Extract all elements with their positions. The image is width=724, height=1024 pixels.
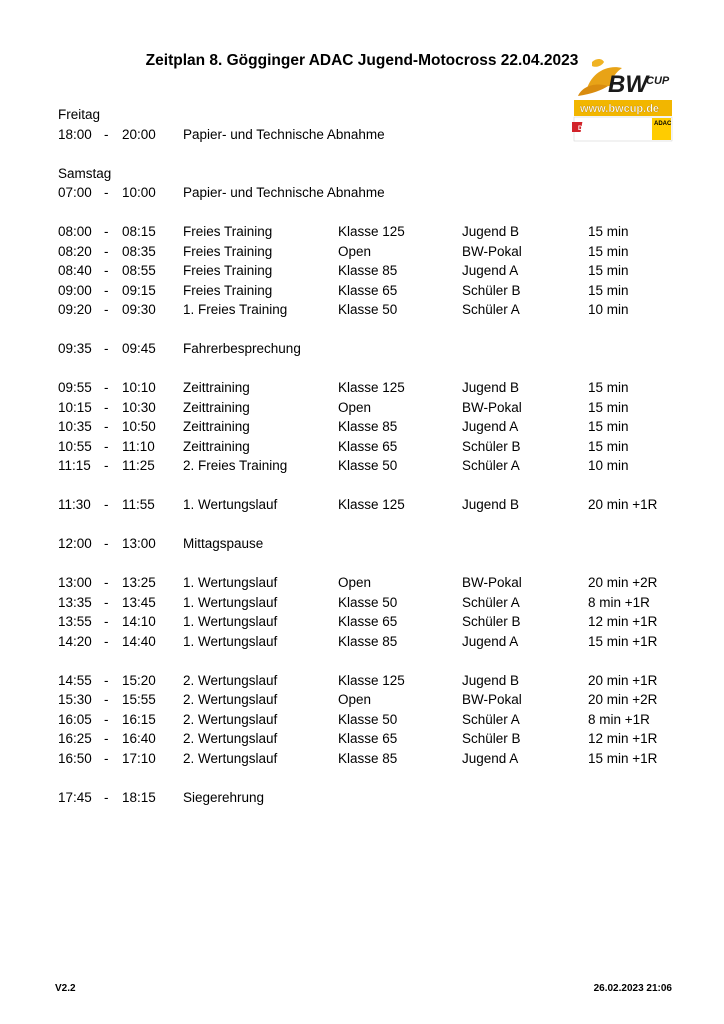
group: BW-Pokal xyxy=(462,399,522,415)
event: 1. Wertungslauf xyxy=(183,594,278,610)
schedule-row xyxy=(58,573,678,593)
group: Schüler B xyxy=(462,731,521,746)
event: Zeittraining xyxy=(183,380,250,395)
end-time: 10:10 xyxy=(122,380,156,395)
group: Jugend B xyxy=(462,380,520,395)
duration: 15 min xyxy=(588,438,629,454)
class: Klasse 85 xyxy=(338,419,398,434)
duration: 20 min +1R xyxy=(588,497,658,512)
group: Schüler B xyxy=(462,438,521,454)
event: 2. Wertungslauf xyxy=(183,711,278,727)
end-time: 10:50 xyxy=(122,419,156,434)
time-dash: - xyxy=(104,633,109,649)
schedule-row xyxy=(58,437,678,457)
svg-text:DMV: DMV xyxy=(578,126,592,132)
event: 1. Wertungslauf xyxy=(183,575,278,590)
group: Schüler B xyxy=(462,614,521,629)
end-time: 11:10 xyxy=(122,438,155,454)
event: 2. Wertungslauf xyxy=(183,731,278,746)
duration: 15 min +1R xyxy=(588,633,658,649)
time-dash: - xyxy=(104,789,109,805)
event: Papier- und Technische Abnahme xyxy=(183,185,385,200)
group: Jugend A xyxy=(462,633,519,649)
schedule-row xyxy=(58,671,678,691)
group: Schüler A xyxy=(462,458,520,473)
time-dash: - xyxy=(104,458,109,473)
group: Jugend A xyxy=(462,263,519,278)
event: 2. Wertungslauf xyxy=(183,672,278,688)
event: 1. Freies Training xyxy=(183,302,288,317)
time-dash: - xyxy=(104,672,109,688)
class: Klasse 85 xyxy=(338,263,398,278)
time-dash: - xyxy=(104,341,109,356)
class: Klasse 50 xyxy=(338,458,398,473)
timestamp: 26.02.2023 21:06 xyxy=(593,983,672,994)
end-time: 16:40 xyxy=(122,731,156,746)
class: Klasse 50 xyxy=(338,711,398,727)
time-dash: - xyxy=(104,126,109,142)
time-dash: - xyxy=(104,438,109,454)
duration: 12 min +1R xyxy=(588,731,658,746)
event: Zeittraining xyxy=(183,399,250,415)
event: Papier- und Technische Abnahme xyxy=(183,126,385,142)
start-time: 10:35 xyxy=(58,419,92,434)
group: Jugend B xyxy=(462,224,520,239)
start-time: 09:55 xyxy=(58,380,92,395)
start-time: 11:30 xyxy=(58,497,91,512)
event: Mittagspause xyxy=(183,536,264,551)
duration: 20 min +2R xyxy=(588,575,658,590)
class: Klasse 125 xyxy=(338,672,405,688)
duration: 8 min +1R xyxy=(588,711,650,727)
start-time: 18:00 xyxy=(58,126,92,142)
start-time: 16:50 xyxy=(58,750,92,766)
schedule-row xyxy=(58,398,678,418)
event: 1. Wertungslauf xyxy=(183,633,278,649)
schedule-row xyxy=(58,632,678,652)
class: Klasse 85 xyxy=(338,633,398,649)
end-time: 16:15 xyxy=(122,711,156,727)
event: 1. Wertungslauf xyxy=(183,614,278,629)
start-time: 12:00 xyxy=(58,536,92,551)
schedule xyxy=(58,105,678,807)
start-time: 10:55 xyxy=(58,438,92,454)
event: Freies Training xyxy=(183,243,273,259)
end-time: 13:45 xyxy=(122,594,156,610)
schedule-row xyxy=(58,788,678,808)
class: Open xyxy=(338,692,372,707)
time-dash: - xyxy=(104,692,109,707)
group: BW-Pokal xyxy=(462,575,522,590)
start-time: 14:20 xyxy=(58,633,92,649)
time-dash: - xyxy=(104,185,109,200)
schedule-row xyxy=(58,456,678,476)
start-time: 09:35 xyxy=(58,341,92,356)
schedule-row xyxy=(58,242,678,262)
duration: 15 min xyxy=(588,399,629,415)
class: Klasse 85 xyxy=(338,750,398,766)
version-label: V2.2 xyxy=(55,983,76,994)
end-time: 10:00 xyxy=(122,185,156,200)
time-dash: - xyxy=(104,263,109,278)
duration: 15 min +1R xyxy=(588,750,658,766)
start-time: 08:40 xyxy=(58,263,92,278)
start-time: 09:20 xyxy=(58,302,92,317)
time-dash: - xyxy=(104,750,109,766)
duration: 15 min xyxy=(588,263,629,278)
event: 2. Wertungslauf xyxy=(183,750,278,766)
duration: 15 min xyxy=(588,243,629,259)
end-time: 08:55 xyxy=(122,263,156,278)
duration: 10 min xyxy=(588,302,629,317)
start-time: 09:00 xyxy=(58,282,92,298)
day-heading: Freitag xyxy=(58,107,101,122)
end-time: 08:15 xyxy=(122,224,156,239)
end-time: 11:55 xyxy=(122,497,155,512)
end-time: 13:25 xyxy=(122,575,156,590)
class: Klasse 125 xyxy=(338,224,405,239)
schedule-row xyxy=(58,534,678,554)
end-time: 08:35 xyxy=(122,243,156,259)
schedule-row xyxy=(58,183,678,203)
schedule-row xyxy=(58,222,678,242)
start-time: 16:05 xyxy=(58,711,92,727)
group: Schüler A xyxy=(462,711,520,727)
start-time: 08:00 xyxy=(58,224,92,239)
time-dash: - xyxy=(104,380,109,395)
end-time: 09:45 xyxy=(122,341,156,356)
start-time: 13:00 xyxy=(58,575,92,590)
group: BW-Pokal xyxy=(462,692,522,707)
duration: 12 min +1R xyxy=(588,614,658,629)
end-time: 11:25 xyxy=(122,458,155,473)
event: 2. Wertungslauf xyxy=(183,692,278,707)
end-time: 10:30 xyxy=(122,399,156,415)
schedule-row xyxy=(58,690,678,710)
start-time: 08:20 xyxy=(58,243,92,259)
class: Klasse 65 xyxy=(338,614,398,629)
group: Schüler A xyxy=(462,594,520,610)
event: Fahrerbesprechung xyxy=(183,341,301,356)
page-title: Zeitplan 8. Gögginger ADAC Jugend-Motocross 22.04.2023 xyxy=(145,52,579,69)
schedule-row xyxy=(58,125,678,145)
schedule-row xyxy=(58,710,678,730)
svg-text:CUP: CUP xyxy=(646,75,670,87)
time-dash: - xyxy=(104,302,109,317)
group: BW-Pokal xyxy=(462,243,522,259)
start-time: 11:15 xyxy=(58,458,91,473)
time-dash: - xyxy=(104,243,109,259)
end-time: 14:10 xyxy=(122,614,156,629)
start-time: 17:45 xyxy=(58,789,92,805)
schedule-row xyxy=(58,300,678,320)
group: Schüler A xyxy=(462,302,520,317)
svg-text:www.bwcup.de: www.bwcup.de xyxy=(580,103,660,115)
time-dash: - xyxy=(104,575,109,590)
schedule-row xyxy=(58,749,678,769)
duration: 8 min +1R xyxy=(588,594,650,610)
schedule-row xyxy=(58,378,678,398)
class: Open xyxy=(338,399,372,415)
end-time: 17:10 xyxy=(122,750,156,766)
svg-text:BW: BW xyxy=(608,71,648,98)
class: Klasse 65 xyxy=(338,731,398,746)
end-time: 15:20 xyxy=(122,672,156,688)
schedule-row xyxy=(58,729,678,749)
group: Jugend B xyxy=(462,497,520,512)
duration: 10 min xyxy=(588,458,629,473)
time-dash: - xyxy=(104,731,109,746)
schedule-row xyxy=(58,612,678,632)
duration: 15 min xyxy=(588,224,629,239)
event: Siegerehrung xyxy=(183,789,265,805)
class: Klasse 50 xyxy=(338,302,398,317)
event: Zeittraining xyxy=(183,438,250,454)
start-time: 07:00 xyxy=(58,185,92,200)
start-time: 15:30 xyxy=(58,692,92,707)
saturday-rows xyxy=(58,183,678,807)
class: Klasse 125 xyxy=(338,380,405,395)
class: Klasse 65 xyxy=(338,282,398,298)
time-dash: - xyxy=(104,419,109,434)
duration: 15 min xyxy=(588,282,629,298)
start-time: 10:15 xyxy=(58,399,92,415)
duration: 20 min +1R xyxy=(588,672,658,688)
start-time: 13:35 xyxy=(58,594,92,610)
group: Jugend B xyxy=(462,672,520,688)
schedule-row xyxy=(58,339,678,359)
end-time: 09:30 xyxy=(122,302,156,317)
group: Schüler B xyxy=(462,282,521,298)
duration: 20 min +2R xyxy=(588,692,658,707)
time-dash: - xyxy=(104,536,109,551)
duration: 15 min xyxy=(588,380,629,395)
class: Klasse 50 xyxy=(338,594,398,610)
schedule-row xyxy=(58,281,678,301)
duration: 15 min xyxy=(588,419,629,434)
schedule-row xyxy=(58,261,678,281)
start-time: 16:25 xyxy=(58,731,92,746)
group: Jugend A xyxy=(462,750,519,766)
class: Klasse 125 xyxy=(338,497,405,512)
time-dash: - xyxy=(104,399,109,415)
end-time: 20:00 xyxy=(122,126,156,142)
schedule-row xyxy=(58,495,678,515)
end-time: 18:15 xyxy=(122,789,156,805)
end-time: 15:55 xyxy=(122,692,156,707)
event: Freies Training xyxy=(183,263,273,278)
time-dash: - xyxy=(104,594,109,610)
end-time: 09:15 xyxy=(122,282,156,298)
start-time: 13:55 xyxy=(58,614,92,629)
time-dash: - xyxy=(104,614,109,629)
end-time: 14:40 xyxy=(122,633,156,649)
event: Freies Training xyxy=(183,224,273,239)
time-dash: - xyxy=(104,282,109,298)
event: 1. Wertungslauf xyxy=(183,497,278,512)
event: Zeittraining xyxy=(183,419,250,434)
schedule-row xyxy=(58,417,678,437)
group: Jugend A xyxy=(462,419,519,434)
class: Klasse 65 xyxy=(338,438,398,454)
start-time: 14:55 xyxy=(58,672,92,688)
event: 2. Freies Training xyxy=(183,458,288,473)
class: Open xyxy=(338,243,372,259)
schedule-row xyxy=(58,593,678,613)
svg-text:ADAC: ADAC xyxy=(654,121,672,127)
event: Freies Training xyxy=(183,282,273,298)
end-time: 13:00 xyxy=(122,536,156,551)
time-dash: - xyxy=(104,497,109,512)
day-heading: Samstag xyxy=(58,165,112,181)
time-dash: - xyxy=(104,224,109,239)
time-dash: - xyxy=(104,711,109,727)
class: Open xyxy=(338,575,372,590)
